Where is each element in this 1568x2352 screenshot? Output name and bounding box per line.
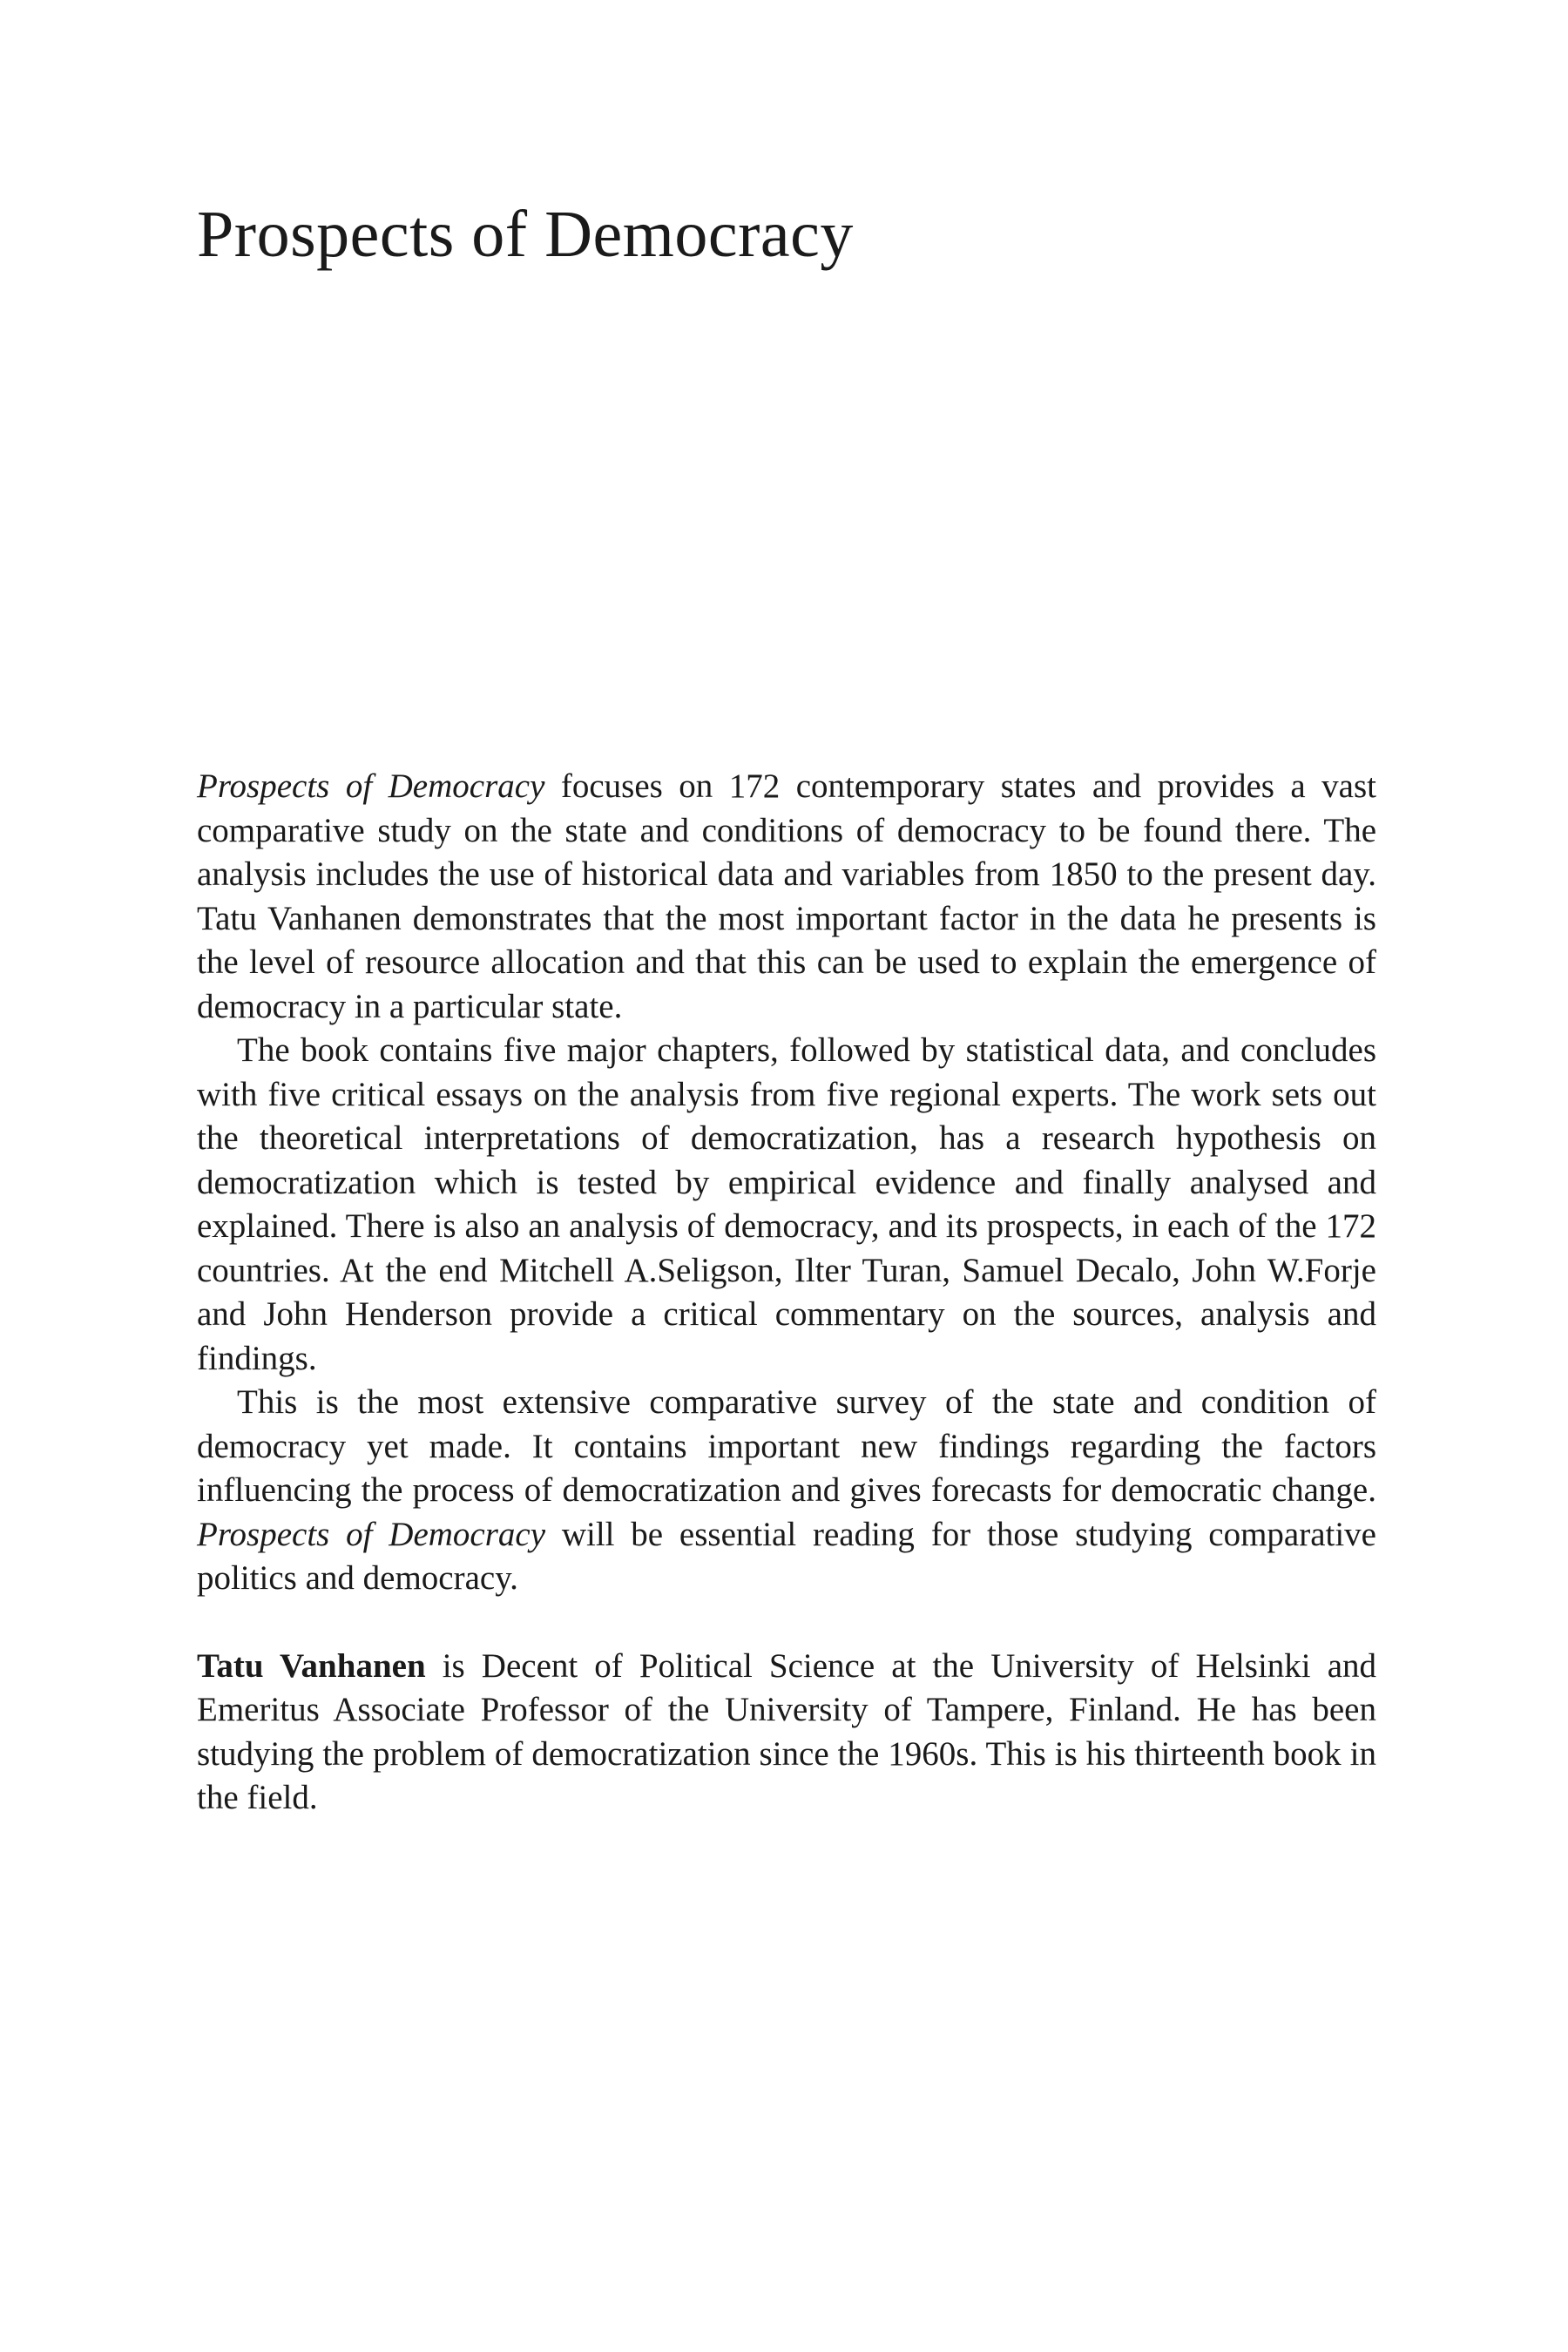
paragraph-1-text: focuses on 172 contemporary states and provides a vast comparative study on the state and conditions of democracy to be found there. The analysis includes the use of historical data and variables from 1850 to the present day. Tatu Vanhanen demonstrates that the most important factor in the data he presents is the level of resource allocation and that this can be used to explain the emergence of democracy in a particular state. — [197, 767, 1376, 1025]
paragraph-3-text-after: will be essential reading for those studying comparative politics and democracy. — [197, 1515, 1376, 1597]
description-paragraph-3 — [197, 1381, 1376, 1601]
author-bio — [197, 1645, 1376, 1821]
description-body — [197, 765, 1376, 1821]
author-name: Tatu Vanhanen — [197, 1646, 426, 1685]
book-title-italic: Prospects of Democracy — [197, 767, 545, 805]
description-paragraph-1 — [197, 765, 1376, 1029]
book-title-italic-inline: Prospects of Democracy — [197, 1515, 546, 1553]
page-title: Prospects of Democracy — [197, 198, 854, 271]
paragraph-2-text: The book contains five major chapters, followed by statistical data, and concludes with five critical essays on the analysis from five regional experts. The work sets out the theoretical interpretations of democratization, has a research hypothesis on democratization which is tested by empirical evidence and finally analysed and explained. There is also an analysis of democracy, and its prospects, in each of the 172 countries. At the end Mitchell A.Seligson, Ilter Turan, Samuel Decalo, John W.Forje and John Henderson provide a critical commentary on the sources, analysis and findings. — [197, 1031, 1376, 1377]
author-bio-text: is Decent of Political Science at the University of Helsinki and Emeritus Associate Professor of the University of Tampere, Finland. He has been studying the problem of democratization since the 1960s. This is his thirteenth book in the field. — [197, 1646, 1377, 1816]
description-paragraph-2 — [197, 1029, 1376, 1381]
paragraph-3-text-before: This is the most extensive comparative survey of the state and condition of democracy yet made. It contains important new findings regarding the factors influencing the process of democratization and gives forecasts for democratic change. — [197, 1383, 1376, 1509]
